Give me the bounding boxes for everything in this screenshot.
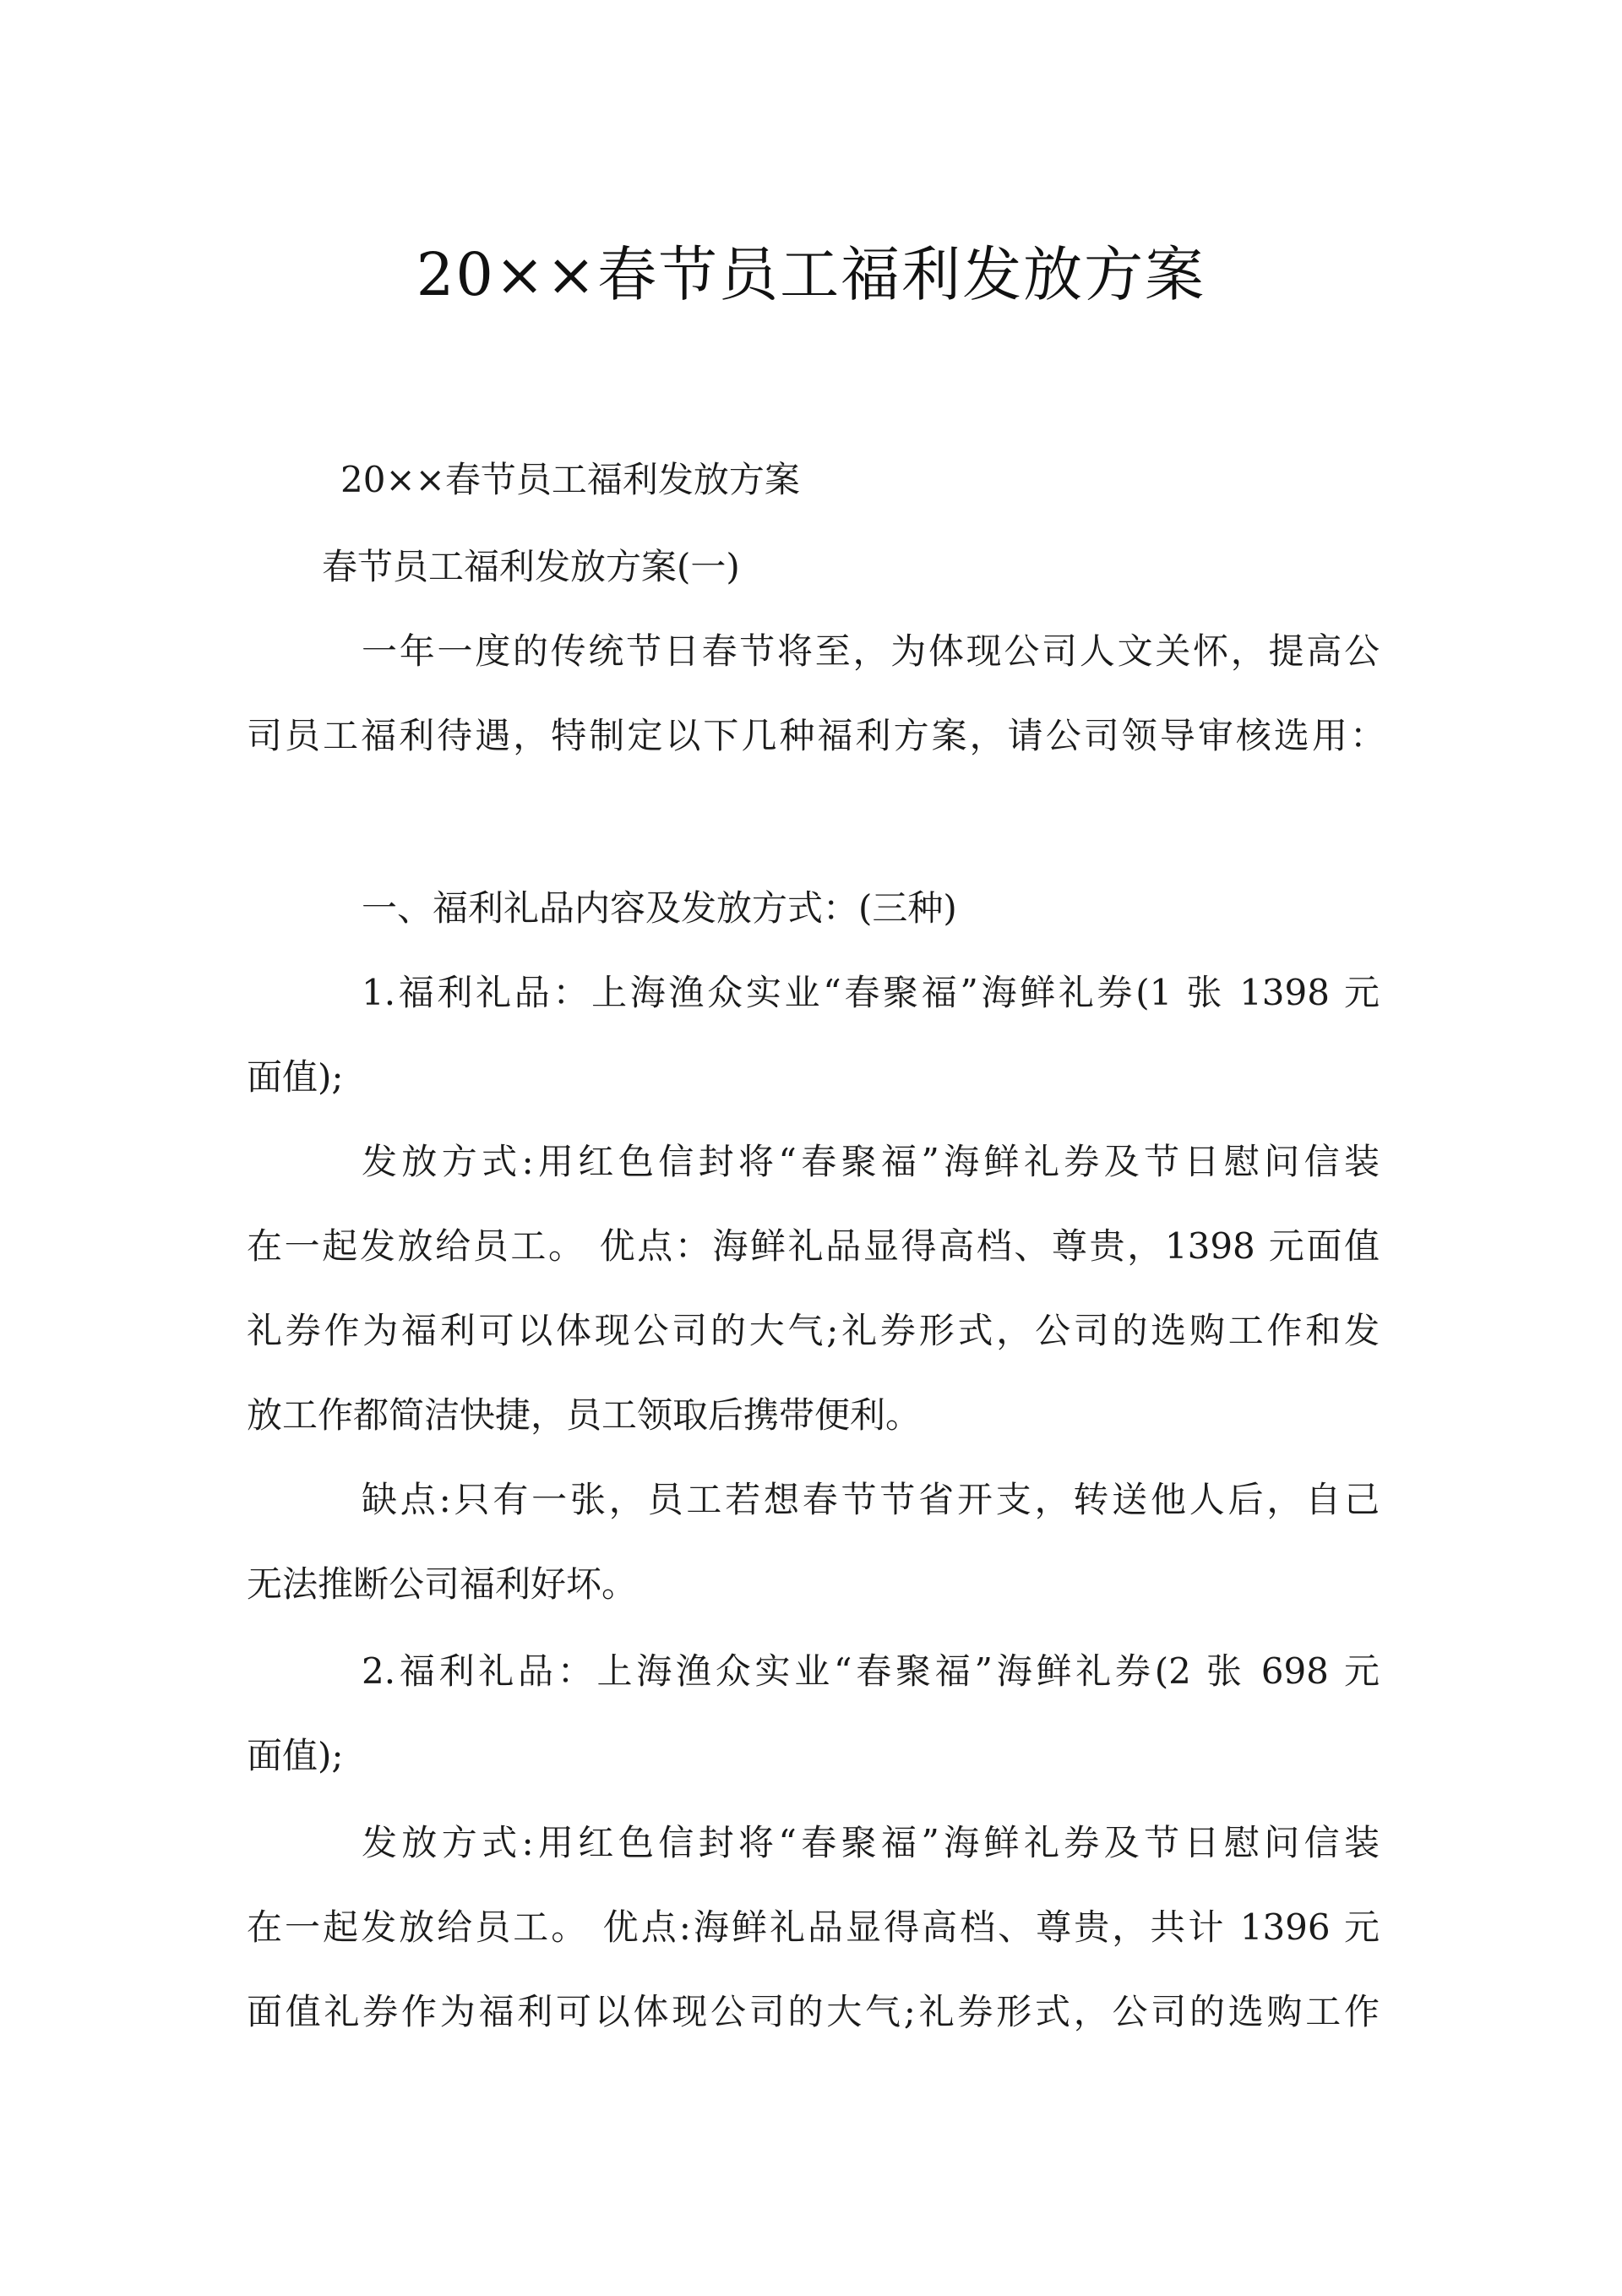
paragraph-line: 面值礼券作为福利可以体现公司的大气;礼券形式，公司的选购工作 — [247, 1991, 1380, 2032]
paragraph-line: 面值); — [247, 1056, 344, 1098]
paragraph-line: 缺点:只有一张，员工若想春节节省开支，转送他人后，自己 — [362, 1479, 1380, 1520]
subtitle-line: 20××春节员工福利发放方案 — [340, 459, 800, 500]
section-heading-line: 一、福利礼品内容及发放方式：(三种) — [362, 887, 957, 929]
paragraph-line: 无法推断公司福利好坏。 — [247, 1563, 638, 1605]
document-title: 20××春节员工福利发放方案 — [416, 240, 1206, 309]
paragraph-line: 一年一度的传统节日春节将至，为体现公司人文关怀，提高公 — [362, 630, 1380, 672]
paragraph-line: 在一起发放给员工。 优点：海鲜礼品显得高档、尊贵，1398 元面值 — [247, 1225, 1380, 1267]
paragraph-line: 1.福利礼品：上海渔众实业“春聚福”海鲜礼券(1 张 1398 元 — [362, 972, 1380, 1013]
section-heading-line: 春节员工福利发放方案(一) — [322, 546, 740, 587]
paragraph-line: 发放方式:用红色信封将“春聚福”海鲜礼券及节日慰问信装 — [362, 1822, 1380, 1863]
paragraph-line: 礼券作为福利可以体现公司的大气;礼券形式，公司的选购工作和发 — [247, 1310, 1380, 1351]
paragraph-line: 在一起发放给员工。 优点:海鲜礼品显得高档、尊贵，共计 1396 元 — [247, 1906, 1380, 1948]
paragraph-line: 面值); — [247, 1735, 344, 1776]
paragraph-line: 2.福利礼品：上海渔众实业“春聚福”海鲜礼券(2 张 698 元 — [362, 1650, 1380, 1692]
paragraph-line: 放工作都简洁快捷，员工领取后携带便利。 — [247, 1394, 922, 1436]
paragraph-line: 发放方式:用红色信封将“春聚福”海鲜礼券及节日慰问信装 — [362, 1141, 1380, 1182]
paragraph-line: 司员工福利待遇，特制定以下几种福利方案，请公司领导审核选用： — [247, 715, 1385, 756]
